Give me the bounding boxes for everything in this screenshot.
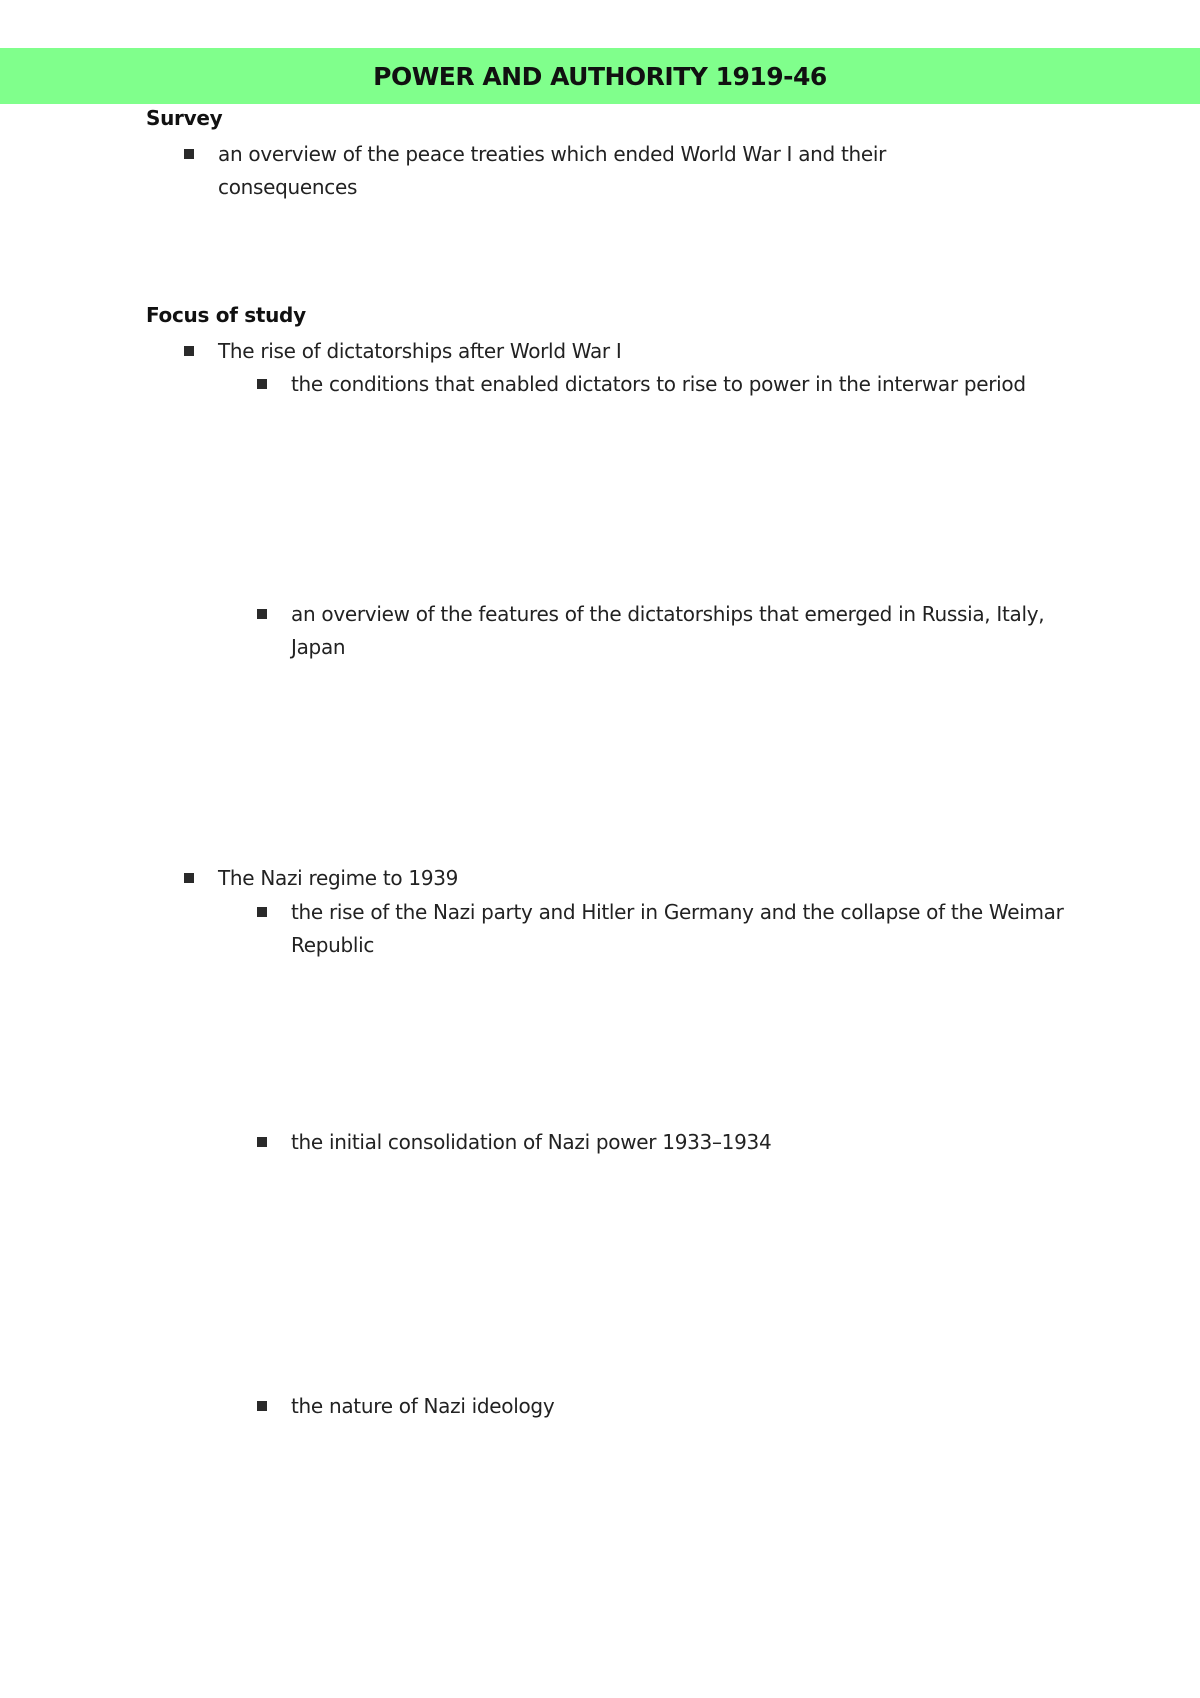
subitem-consolidation: [291, 1126, 1071, 1159]
subitem-text: the rise of the Nazi party and Hitler in Germany and the collapse of the Weimar Republic: [291, 900, 1064, 957]
square-bullet-icon: [257, 1137, 267, 1147]
survey-item: [218, 138, 1018, 204]
square-bullet-icon: [257, 1401, 267, 1411]
subitem-interwar-conditions: [291, 368, 1071, 401]
square-bullet-icon: [184, 149, 194, 159]
focus-topic-nazi-regime: [218, 862, 1018, 895]
subitem-nazi-ideology: [291, 1390, 1071, 1423]
square-bullet-icon: [257, 907, 267, 917]
subitem-text: the conditions that enabled dictators to rise to power in the interwar period: [291, 372, 1026, 396]
subitem-text: an overview of the features of the dictatorships that emerged in Russia, Italy, Japan: [291, 602, 1045, 659]
focus-topic-dictatorships: [218, 335, 1018, 368]
subitem-text: the nature of Nazi ideology: [291, 1394, 555, 1418]
subitem-text: the initial consolidation of Nazi power 1933–1934: [291, 1130, 772, 1154]
square-bullet-icon: [184, 346, 194, 356]
survey-item-text: an overview of the peace treaties which ended World War I and their consequences: [218, 142, 887, 199]
page-title: POWER AND AUTHORITY 1919-46: [373, 61, 827, 91]
survey-heading: Survey: [146, 106, 223, 130]
square-bullet-icon: [257, 609, 267, 619]
focus-heading: Focus of study: [146, 303, 306, 327]
subitem-nazi-rise: [291, 896, 1071, 962]
focus-topic-label: The rise of dictatorships after World War I: [218, 339, 622, 363]
title-band: [0, 48, 1200, 104]
focus-topic-label: The Nazi regime to 1939: [218, 866, 459, 890]
square-bullet-icon: [257, 379, 267, 389]
subitem-dictatorship-features: [291, 598, 1071, 664]
square-bullet-icon: [184, 873, 194, 883]
